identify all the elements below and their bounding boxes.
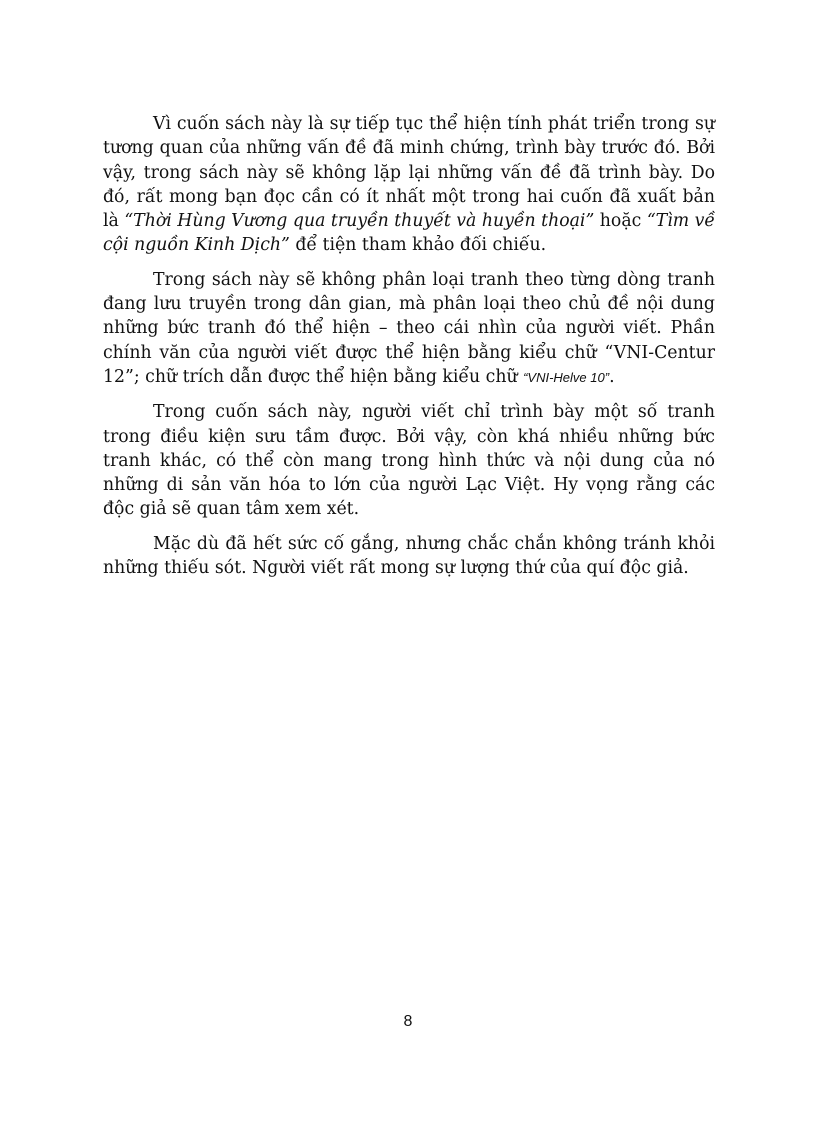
paragraph-1: [103, 112, 715, 258]
paragraph-2-ending: .: [609, 366, 615, 387]
body-text: [103, 112, 715, 580]
paragraph-1-text: Vì cuốn sách này là sự tiếp tục thể hiện tính phát triển trong sự tương quan của những vấn đề đã minh chứng, trình bày trước đó. Bởi vậy, trong sách này sẽ không lặp lại những vấn đề đã trình bày. Do đó, rất mong bạn đọc cần có ít nhất một trong hai cuốn đã xuất bản là: [103, 114, 715, 232]
book-title-1: “Thời Hùng Vương qua truyền thuyết và huyền thoại”: [124, 211, 595, 232]
paragraph-1-ending: để tiện tham khảo đối chiếu.: [289, 235, 547, 256]
paragraph-4: Mặc dù đã hết sức cố gắng, nhưng chắc chắn không tránh khỏi những thiếu sót. Người viết rất mong sự lượng thứ của quí độc giả.: [103, 533, 715, 579]
paragraph-3: Trong cuốn sách này, người viết chỉ trình bày một số tranh trong điều kiện sưu tầm được. Bởi vậy, còn khá nhiều những bức tranh khác, có thể còn mang trong hình thức và nội dung của nó những di sản văn hóa to lớn của người Lạc Việt. Hy vọng rằng các độc giả sẽ quan tâm xem xét.: [103, 402, 715, 520]
page-number: 8: [403, 1013, 413, 1030]
book-title-2: “Tìm về cội nguồn Kinh Dịch”: [103, 211, 716, 256]
font-sample-helve: “VNI-Helve 10”: [523, 369, 610, 385]
paragraph-1-conjunction: hoặc: [594, 211, 647, 232]
paragraph-2: [103, 268, 715, 390]
paragraph-2-text: Trong sách này sẽ không phân loại tranh theo từng dòng tranh đang lưu truyền trong dân gian, mà phân loại theo chủ đề nội dung những bức tranh đó thể hiện – theo cái nhìn của người viết. Phần chính văn của người viết được thể hiện bằng kiểu chữ “VNI-Centur 12”; chữ trích dẫn được thể hiện bằng kiểu chữ: [103, 269, 715, 387]
